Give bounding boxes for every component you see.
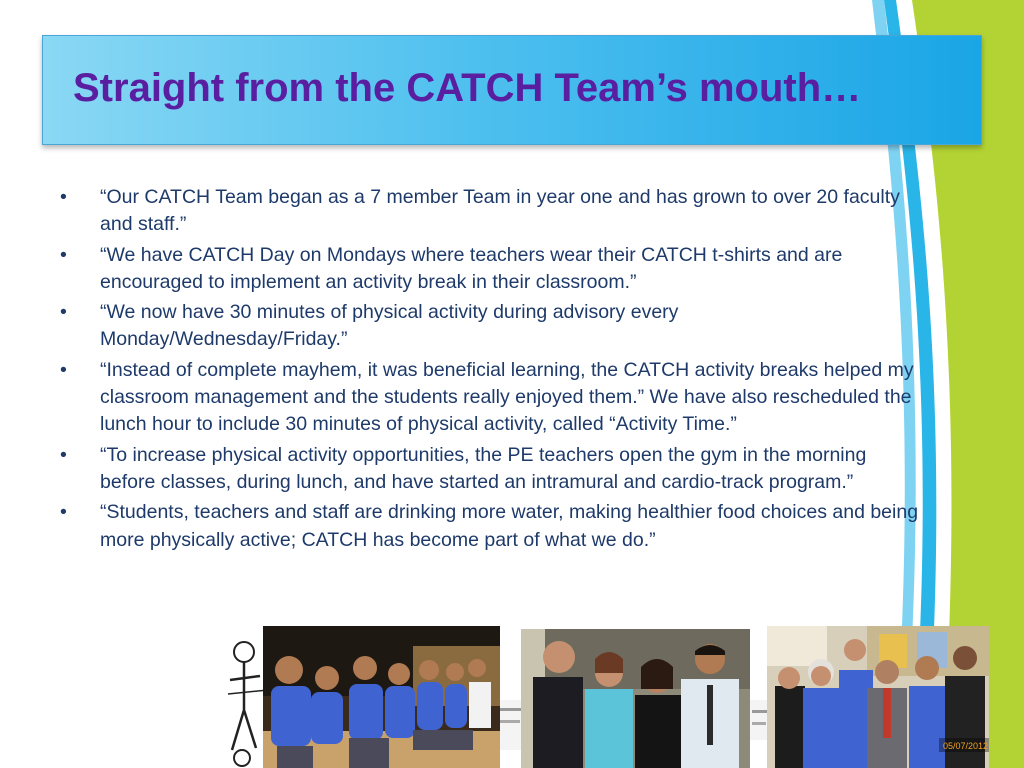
bullet-marker: • xyxy=(60,243,67,266)
bullet-text: “To increase physical activity opportunities, the PE teachers open the gym in the morning before classes, during lunch, and have started an intramural and cardio-track program.” xyxy=(100,443,867,493)
bullet-marker: • xyxy=(60,301,67,324)
bullet-text: “We have CATCH Day on Mondays where teachers wear their CATCH t-shirts and are encouraged to implement an activity break in their classroom.” xyxy=(100,243,843,293)
bullet-item xyxy=(58,299,920,354)
photo-four-adults xyxy=(521,629,750,768)
photo-date-stamp: 05/07/2012 xyxy=(943,741,989,751)
bullet-text: “Students, teachers and staff are drinking more water, making healthier food choices and being more physically active; CATCH has become part of what we do.” xyxy=(100,501,919,551)
photo-group-with-staff xyxy=(767,626,989,768)
bullet-item xyxy=(58,184,920,239)
bullet-marker: • xyxy=(60,443,67,466)
photo-students-on-bench xyxy=(263,626,500,768)
bullet-text: “Our CATCH Team began as a 7 member Team in year one and has grown to over 20 faculty and staff.” xyxy=(100,186,900,236)
quote-bullet-list xyxy=(58,184,920,557)
bullet-text: “Instead of complete mayhem, it was beneficial learning, the CATCH activity breaks helped my classroom management and the students really enjoyed them.” We have also rescheduled the lunch hour to include 30 minutes of physical activity, called “Activity Time.” xyxy=(100,358,914,436)
bullet-item xyxy=(58,499,920,554)
bullet-item xyxy=(58,442,920,497)
bullet-text: “We now have 30 minutes of physical activity during advisory every Monday/Wednesday/Friday.” xyxy=(100,301,679,351)
title-banner xyxy=(42,35,982,145)
bullet-item xyxy=(58,357,920,439)
bullet-marker: • xyxy=(60,358,67,381)
bullet-marker: • xyxy=(60,501,67,524)
slide-title: Straight from the CATCH Team’s mouth… xyxy=(73,66,862,110)
bullet-marker: • xyxy=(60,186,67,208)
bullet-item xyxy=(58,242,920,297)
